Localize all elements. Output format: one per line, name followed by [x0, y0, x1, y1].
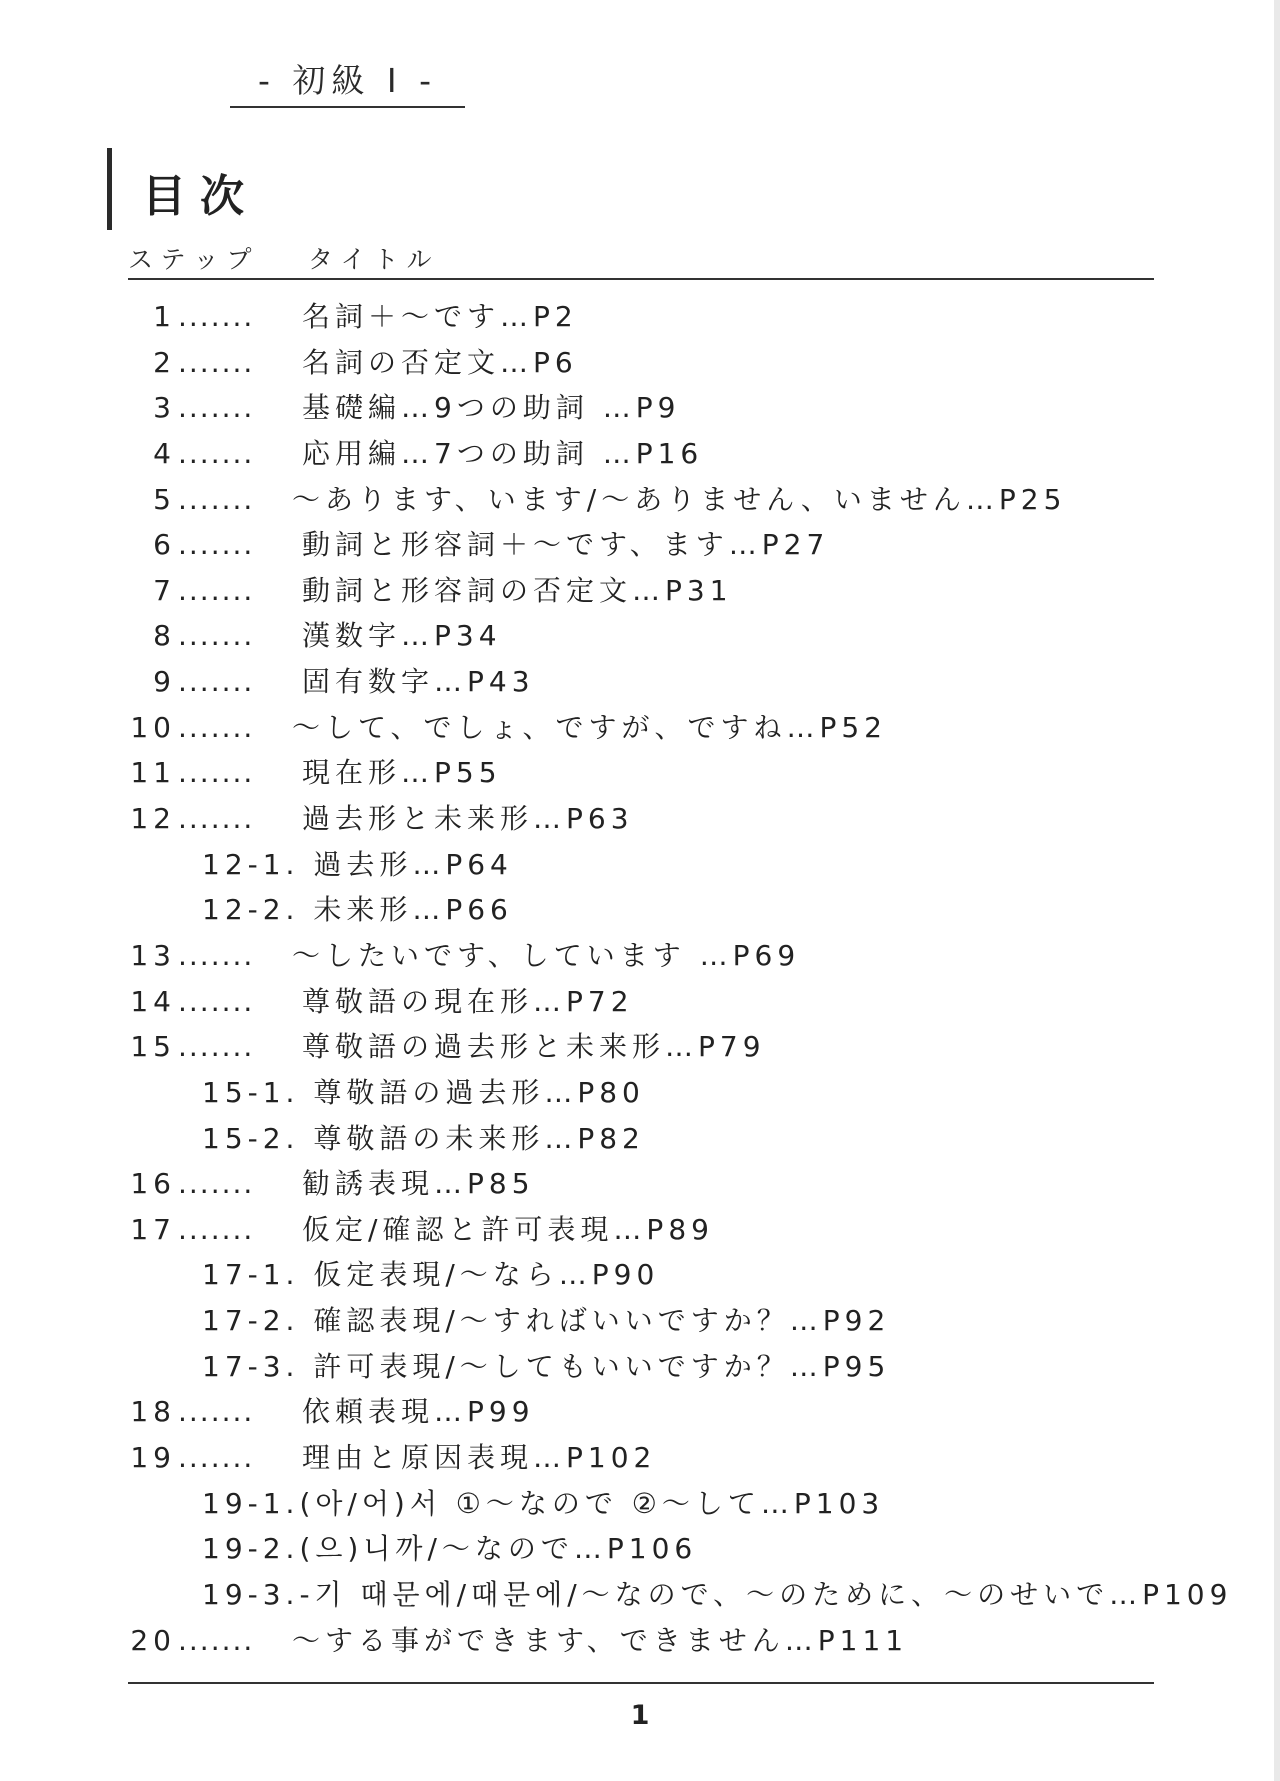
- toc-subentry-title: 19-1.(아/어)서 ①～なので ②～して…P103: [202, 1486, 885, 1520]
- toc-entry: [0, 385, 1280, 431]
- toc-entry-title: 尊敬語の過去形と未来形…P79: [302, 1030, 766, 1064]
- toc-entry: [0, 477, 1280, 523]
- toc-entry: [0, 340, 1280, 386]
- toc-subentry: [0, 1526, 1280, 1572]
- toc-entry-number: 14: [130, 984, 176, 1018]
- toc-leader: .......: [178, 665, 255, 699]
- toc-subentry: [0, 842, 1280, 888]
- toc-subentry: [0, 1116, 1280, 1162]
- toc-entry-title: 漢数字…P34: [302, 619, 502, 653]
- toc-leader: .......: [178, 482, 255, 516]
- toc-subentry: [0, 1298, 1280, 1344]
- page-number: 1: [630, 1700, 650, 1731]
- toc-leader: .......: [178, 984, 255, 1018]
- toc-leader: .......: [178, 1167, 255, 1201]
- toc-entry: [0, 659, 1280, 705]
- toc-leader: .......: [178, 345, 255, 379]
- toc-entry-title: 名詞の否定文…P6: [302, 345, 578, 379]
- toc-entry-title: ～する事ができます、できません…P111: [292, 1623, 909, 1657]
- toc-entry-number: 7: [153, 573, 176, 607]
- toc-leader: .......: [178, 573, 255, 607]
- toc-entry-title: 尊敬語の現在形…P72: [302, 984, 634, 1018]
- toc-entry-number: 16: [130, 1167, 176, 1201]
- toc-subentry: [0, 1481, 1280, 1527]
- toc-entry: [0, 431, 1280, 477]
- toc-entry-number: 3: [153, 391, 176, 425]
- toc-entry: [0, 933, 1280, 979]
- toc-entry-number: 4: [153, 436, 176, 470]
- toc-leader: .......: [178, 391, 255, 425]
- toc-entry-number: 1: [153, 300, 176, 333]
- toc-leader: .......: [178, 300, 255, 333]
- level-title-underline: [230, 106, 465, 108]
- column-header-step: ステップ: [128, 245, 260, 274]
- toc-entry-number: 11: [130, 756, 176, 790]
- toc-leader: .......: [178, 436, 255, 470]
- toc-entry-number: 5: [153, 482, 176, 516]
- toc-leader: .......: [178, 528, 255, 562]
- toc-entry: [0, 796, 1280, 842]
- toc-entry-title: 動詞と形容詞＋～です、ます…P27: [302, 528, 830, 562]
- footer-divider: [128, 1682, 1154, 1684]
- toc-leader: .......: [178, 1623, 255, 1657]
- toc-entry: [0, 1161, 1280, 1207]
- toc-entry-number: 10: [130, 710, 176, 744]
- toc-entry-number: 2: [153, 345, 176, 379]
- toc-subentry-title: 17-1. 仮定表現/～なら…P90: [202, 1258, 660, 1292]
- toc-entry-number: 12: [130, 802, 176, 836]
- toc-entry: [0, 705, 1280, 751]
- toc-entry: [0, 568, 1280, 614]
- toc-entry: [0, 1207, 1280, 1253]
- toc-entry-title: ～したいです、しています …P69: [292, 938, 801, 972]
- toc-entry-title: 応用編…7つの助詞 …P16: [302, 436, 704, 470]
- toc-entry: [0, 979, 1280, 1025]
- toc-subentry-title: 19-2.(으)니까/～なので…P106: [202, 1532, 698, 1566]
- column-header-title: タイトル: [308, 245, 440, 274]
- toc-leader: .......: [178, 1030, 255, 1064]
- toc-subentry: [0, 1344, 1280, 1390]
- toc-entry-title: ～して、でしょ、ですが、ですね…P52: [292, 710, 887, 744]
- toc-entry-title: 基礎編…9つの助詞 …P9: [302, 391, 681, 425]
- toc-leader: .......: [178, 619, 255, 653]
- toc-entry-title: ～あります、います/～ありません、いません…P25: [292, 482, 1067, 516]
- toc-entry-number: 19: [130, 1441, 176, 1475]
- toc-entry-title: 仮定/確認と許可表現…P89: [302, 1212, 714, 1246]
- toc-entry-title: 理由と原因表現…P102: [302, 1441, 657, 1475]
- toc-entry-number: 8: [153, 619, 176, 653]
- toc-subentry-title: 19-3.-기 때문에/때문에/～なので、～のために、～のせいで…P109: [202, 1577, 1233, 1611]
- toc-entry-title: 依頼表現…P99: [302, 1395, 535, 1429]
- toc-leader: .......: [178, 1395, 255, 1429]
- toc-title: 目次: [142, 171, 258, 222]
- level-title: - 初級 I -: [257, 61, 438, 100]
- toc-entry: [0, 1389, 1280, 1435]
- toc-leader: .......: [178, 1441, 255, 1475]
- toc-entry-number: 18: [130, 1395, 176, 1429]
- toc-entry: [0, 1435, 1280, 1481]
- toc-entry: [0, 522, 1280, 568]
- toc-subentry-title: 12-2. 未来形…P66: [202, 893, 513, 927]
- toc-entry-number: 6: [153, 528, 176, 562]
- toc-entry-title: 名詞＋～です…P2: [302, 300, 578, 333]
- toc-entry: [0, 294, 1280, 340]
- toc-entry: [0, 613, 1280, 659]
- toc-entry: [0, 750, 1280, 796]
- toc-entry: [0, 1024, 1280, 1070]
- toc-entry-title: 現在形…P55: [302, 756, 502, 790]
- toc-leader: .......: [178, 1212, 255, 1246]
- toc-leader: .......: [178, 756, 255, 790]
- toc-subentry-title: 17-2. 確認表現/～すればいいですか？…P92: [202, 1304, 891, 1338]
- toc-subentry: [0, 1252, 1280, 1298]
- toc-entry-number: 13: [130, 938, 176, 972]
- toc-entry-title: 勧誘表現…P85: [302, 1167, 535, 1201]
- toc-subentry-title: 15-2. 尊敬語の未来形…P82: [202, 1121, 645, 1155]
- toc-list: [0, 294, 1280, 1663]
- toc-subentry-title: 17-3. 許可表現/～してもいいですか？…P95: [202, 1349, 891, 1383]
- toc-entry-title: 固有数字…P43: [302, 665, 535, 699]
- header-divider: [128, 278, 1154, 280]
- toc-entry: [0, 1618, 1280, 1664]
- toc-entry-number: 15: [130, 1030, 176, 1064]
- toc-leader: .......: [178, 938, 255, 972]
- toc-entry-title: 動詞と形容詞の否定文…P31: [302, 573, 733, 607]
- toc-entry-title: 過去形と未来形…P63: [302, 802, 634, 836]
- toc-leader: .......: [178, 802, 255, 836]
- toc-subentry-title: 15-1. 尊敬語の過去形…P80: [202, 1075, 645, 1109]
- toc-entry-number: 9: [153, 665, 176, 699]
- toc-entry-number: 20: [130, 1623, 176, 1657]
- toc-subentry: [0, 1070, 1280, 1116]
- toc-leader: .......: [178, 710, 255, 744]
- toc-subentry-title: 12-1. 過去形…P64: [202, 847, 513, 881]
- toc-subentry: [0, 1572, 1280, 1618]
- toc-entry-number: 17: [130, 1212, 176, 1246]
- toc-title-bar: [107, 148, 112, 230]
- toc-subentry: [0, 887, 1280, 933]
